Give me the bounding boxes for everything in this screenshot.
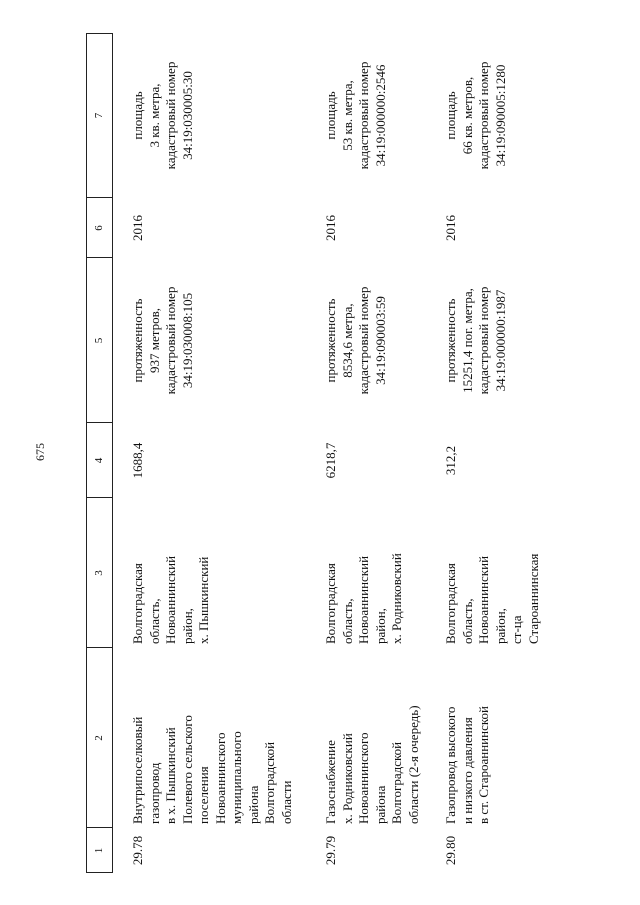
- object-note: площадь 3 кв. метра, кадастровый номер 34:19:030005:30: [130, 61, 195, 170]
- header-col-2: 2: [93, 735, 105, 741]
- row-number: 29.80: [443, 835, 458, 866]
- column-rule: [86, 197, 112, 198]
- header-bottom-rule: [112, 33, 113, 873]
- object-name: Внутрипоселковый газопровод в х. Пышкинский Полевого сельского поселения Новоаннинского муниципального района Волгоградской области: [130, 715, 294, 824]
- object-value: 1688,4: [130, 442, 145, 479]
- header-col-6: 6: [93, 225, 105, 231]
- object-address: Волгоградская область, Новоаннинский район, ст-ца Староаннинская: [443, 553, 541, 644]
- object-name: Газопровод высокого и низкого давления в ст. Староаннинской: [443, 706, 491, 824]
- header-col-1: 1: [93, 847, 105, 854]
- header-col-7: 7: [93, 112, 105, 119]
- column-rule: [86, 827, 112, 828]
- column-rule: [86, 647, 112, 648]
- column-rule: [86, 422, 112, 423]
- row-number: 29.79: [323, 835, 338, 866]
- object-year: 2016: [443, 215, 458, 241]
- object-year: 2016: [323, 215, 338, 241]
- column-rule: [86, 257, 112, 258]
- object-address: Волгоградская область, Новоаннинский район, х. Пышкинский: [130, 555, 211, 644]
- object-value: 6218,7: [323, 442, 338, 479]
- rotated-table: [86, 33, 606, 873]
- object-address: Волгоградская область, Новоаннинский район, х. Родниковский: [323, 553, 404, 644]
- object-note: площадь 53 кв. метра, кадастровый номер 34:19:000000:2546: [323, 61, 388, 170]
- object-characteristic: протяженность 15251,4 пог. метра, кадастровый номер 34:19:000000:1987: [443, 286, 508, 395]
- object-note: площадь 66 кв. метров, кадастровый номер 34:19:090005:1280: [443, 61, 508, 170]
- page-number: 675: [33, 443, 47, 461]
- column-rule: [86, 872, 112, 873]
- column-rule: [86, 497, 112, 498]
- header-col-4: 4: [93, 457, 105, 464]
- object-name: Газоснабжение х. Родниковский Новоаннинского района Волгоградской области (2-я очередь): [323, 705, 421, 824]
- object-characteristic: протяженность 937 метров, кадастровый номер 34:19:030008:105: [130, 286, 195, 395]
- column-rule: [86, 33, 112, 34]
- header-col-5: 5: [93, 337, 105, 344]
- row-number: 29.78: [130, 835, 145, 866]
- table-top-rule: [86, 33, 87, 873]
- header-col-3: 3: [93, 570, 105, 576]
- object-characteristic: протяженность 8534,6 метра, кадастровый номер 34:19:090003:59: [323, 286, 388, 395]
- object-value: 312,2: [443, 445, 458, 476]
- object-year: 2016: [130, 215, 145, 241]
